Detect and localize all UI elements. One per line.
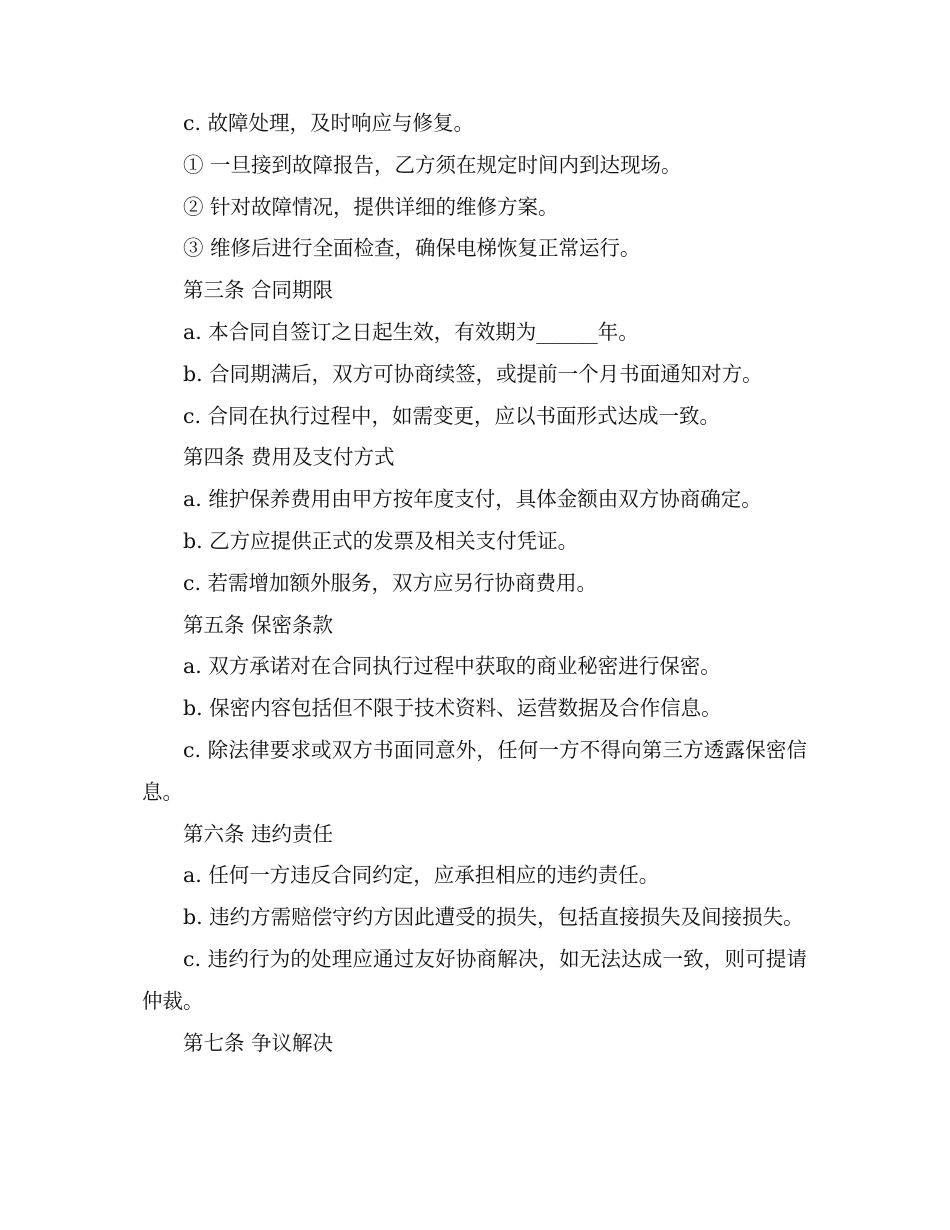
section-heading-article-4: 第四条 费用及支付方式	[183, 445, 395, 470]
document-body	[142, 103, 807, 1064]
section-heading-article-3: 第三条 合同期限	[183, 278, 334, 303]
paragraph-fault-step-3: ③ 维修后进行全面检查，确保电梯恢复正常运行。	[183, 236, 641, 261]
section-heading-article-5: 第五条 保密条款	[183, 612, 334, 637]
paragraph-article-4-b: b. 乙方应提供正式的发票及相关支付凭证。	[183, 528, 579, 553]
paragraph-article-4-a: a. 维护保养费用由甲方按年度支付，具体金额由双方协商确定。	[183, 487, 762, 512]
paragraph-article-5-a: a. 双方承诺对在合同执行过程中获取的商业秘密进行保密。	[183, 654, 721, 679]
paragraph-article-6-a: a. 任何一方违反合同约定，应承担相应的违约责任。	[183, 863, 660, 888]
paragraph-article-6-c: c. 违约行为的处理应通过友好协商解决，如无法达成一致，则可提请仲裁。	[142, 946, 807, 1013]
section-heading-article-7: 第七条 争议解决	[183, 1030, 334, 1055]
paragraph-article-3-b: b. 合同期满后，双方可协商续签，或提前一个月书面通知对方。	[183, 361, 763, 386]
paragraph-article-5-c: c. 除法律要求或双方书面同意外，任何一方不得向第三方透露保密信息。	[142, 737, 807, 804]
section-heading-article-6: 第六条 违约责任	[183, 821, 334, 846]
paragraph-fault-step-1: ① 一旦接到故障报告，乙方须在规定时间内到达现场。	[183, 152, 682, 177]
paragraph-article-6-b: b. 违约方需赔偿守约方因此遭受的损失，包括直接损失及间接损失。	[183, 905, 804, 930]
paragraph-fault-step-2: ② 针对故障情况，提供详细的维修方案。	[183, 194, 559, 219]
paragraph-article-5-b: b. 保密内容包括但不限于技术资料、运营数据及合作信息。	[183, 696, 722, 721]
paragraph-article-3-a: a. 本合同自签订之日起生效，有效期为______年。	[183, 319, 639, 344]
paragraph-article-4-c: c. 若需增加额外服务，双方应另行协商费用。	[183, 570, 598, 595]
paragraph-fault-handling: c. 故障处理，及时响应与修复。	[183, 111, 475, 135]
paragraph-article-3-c: c. 合同在执行过程中，如需变更，应以书面形式达成一致。	[183, 403, 721, 428]
